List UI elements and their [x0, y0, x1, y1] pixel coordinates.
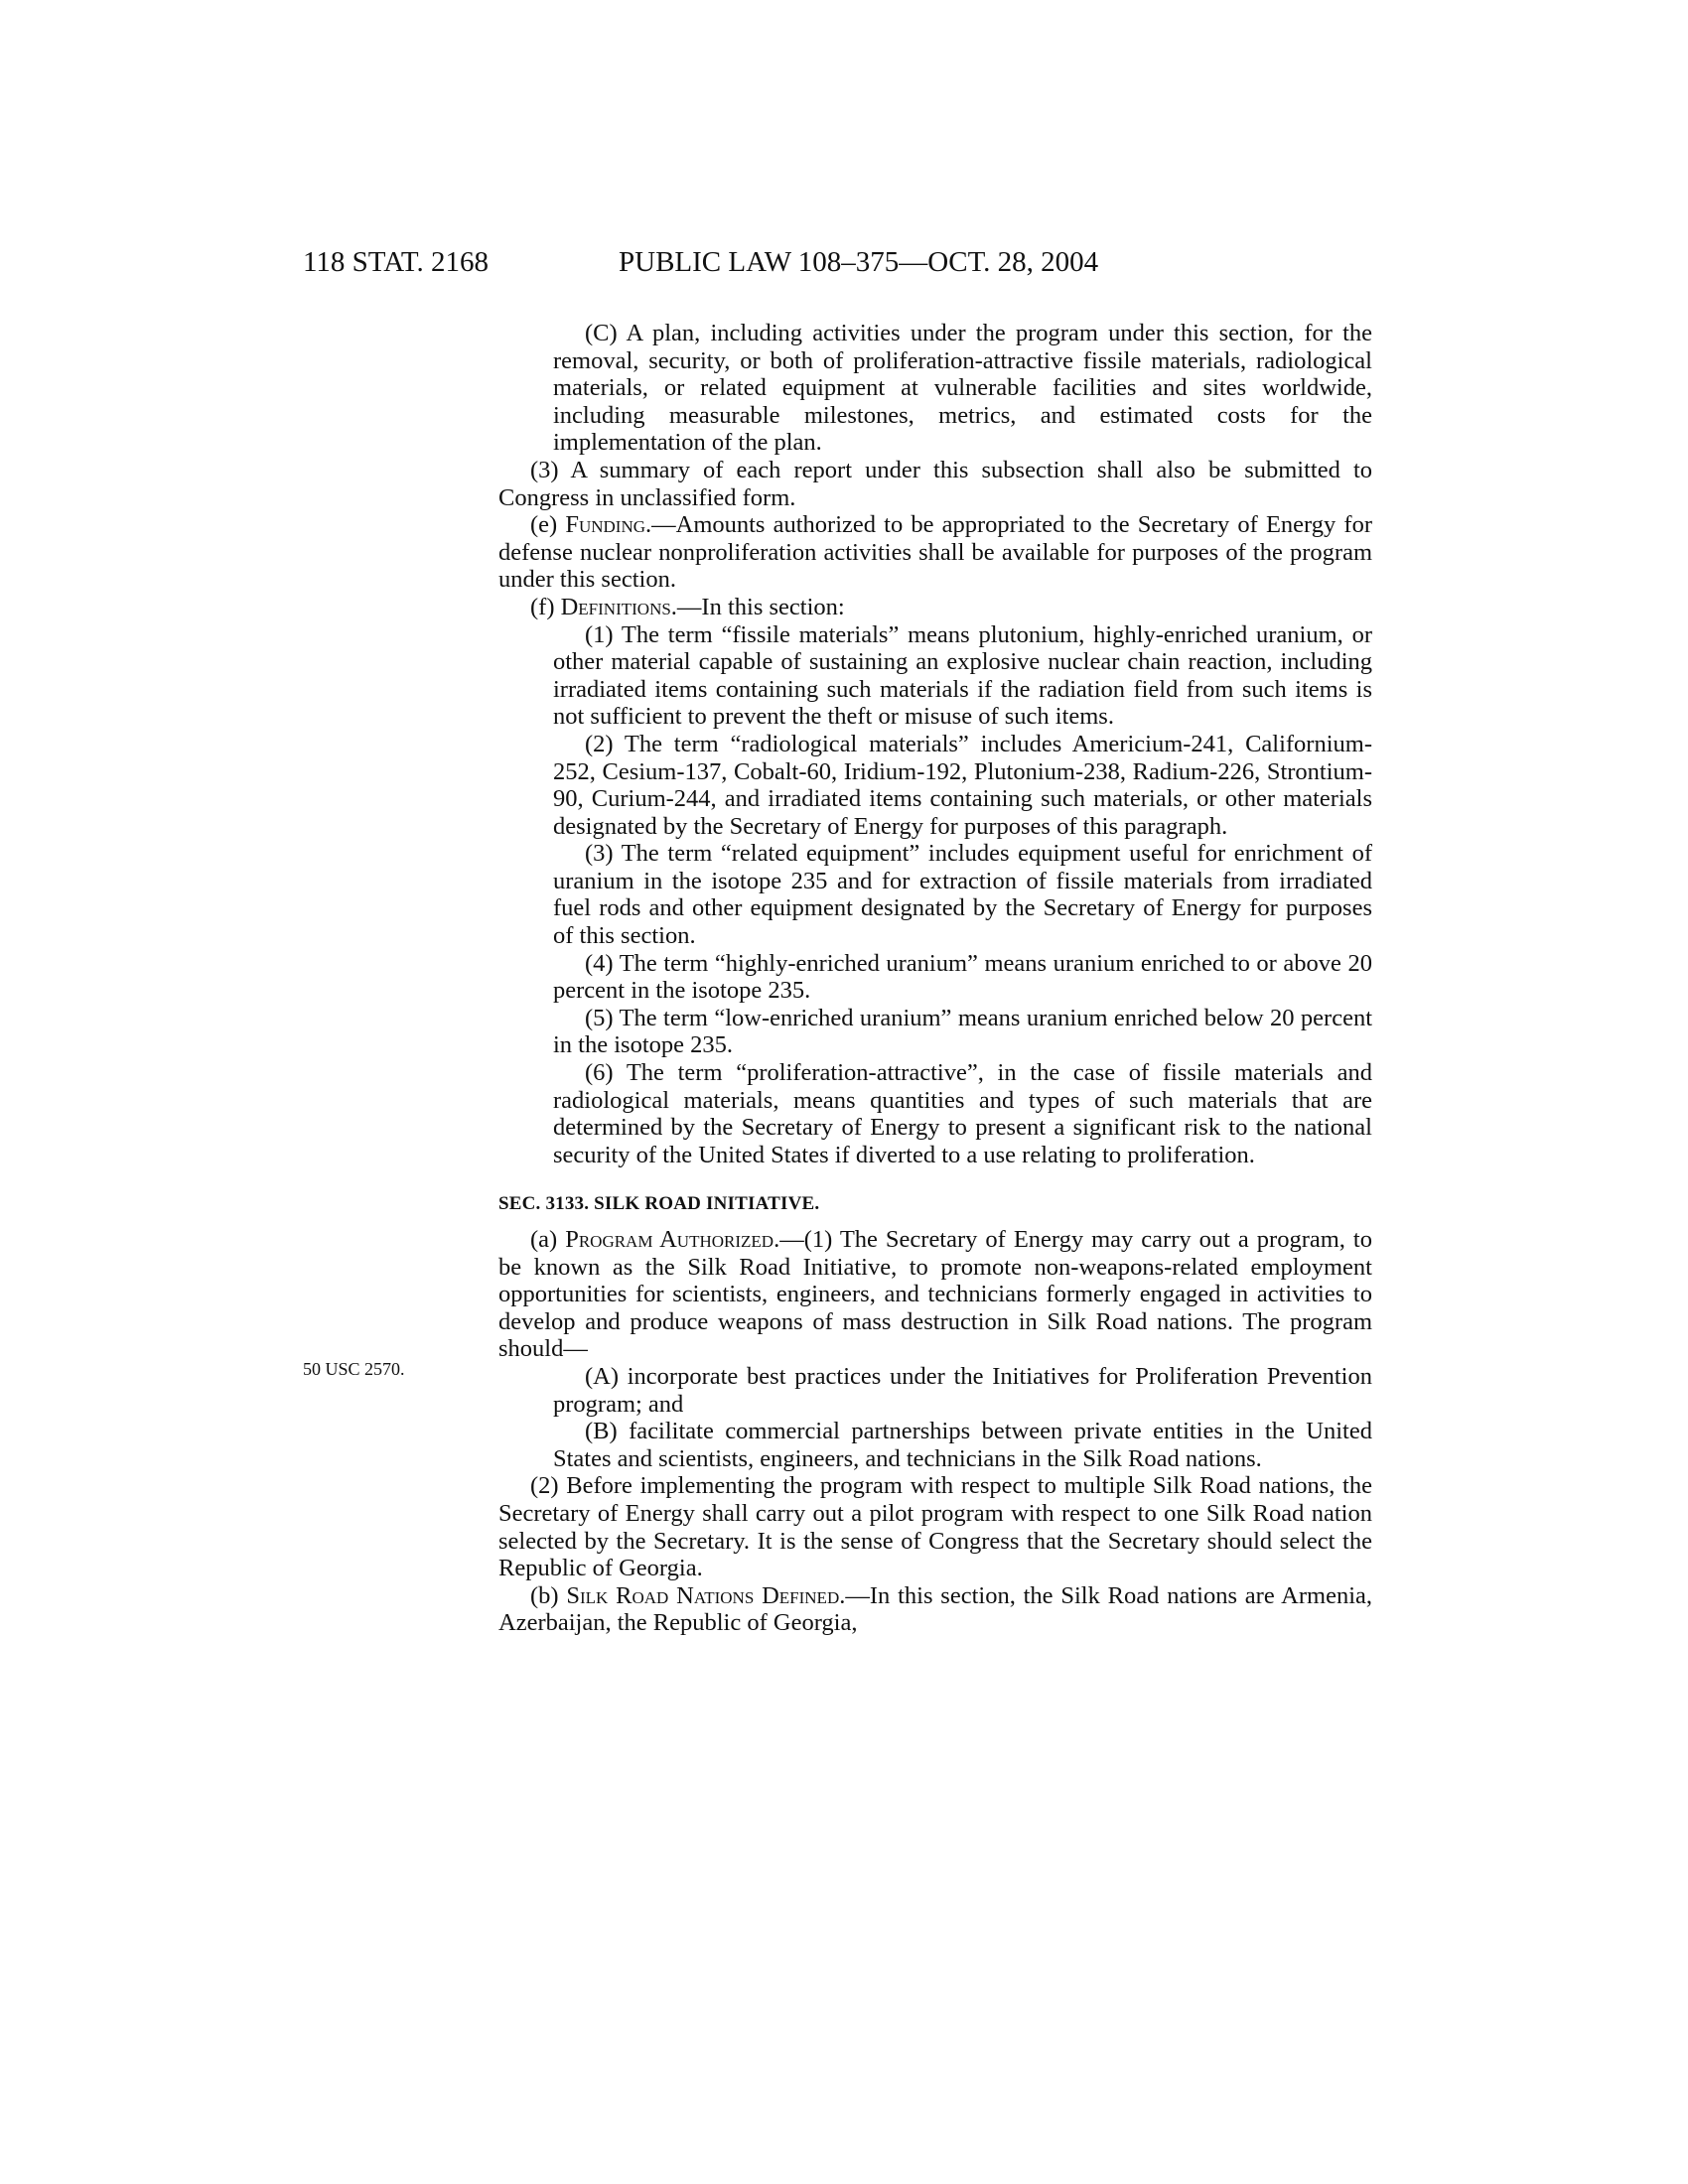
definition-1: (1) The term “fissile materials” means plutonium, highly-enriched uranium, or other material capable of sustaining an explosive nuclear chain reaction, including irradiated items containing such materials if the radiation field from such items is not sufficient to prevent the theft or misuse of such items. [553, 620, 1372, 731]
paragraph-a-2: (2) Before implementing the program with respect to multiple Silk Road nations, the Secretary of Energy shall carry out a pilot program with respect to one Silk Road nation selected by the Secretary. It is the sense of Congress that the Secretary should select the Republic of Georgia. [498, 1472, 1372, 1582]
usc-margin-note: 50 USC 2570. [303, 1359, 405, 1379]
subsection-text: .—Amounts authorized to be appropriated to the Secretary of Energy for defense nuclear nonproliferation activities shall be available for purposes of the program under this section. [498, 511, 1372, 594]
subsection-text: .—In this section, the Silk Road nations are Armenia, Azerbaijan, the Republic of Georgia, [498, 1581, 1373, 1637]
section-heading: SEC. 3133. SILK ROAD INITIATIVE. [498, 1193, 820, 1215]
subsection-heading: Definitions [560, 593, 671, 620]
paragraph-f-definitions [498, 594, 1372, 621]
definition-2: (2) The term “radiological materials” includes Americium-241, Californium-252, Cesium-137, Cobalt-60, Iridium-192, Plutonium-238, Radium-226, Strontium-90, Curium-244, and irradiated items containing such materials, or other materials designated by the Secretary of Energy for purposes of this paragraph. [553, 730, 1372, 840]
subsection-label: (a) [530, 1226, 566, 1253]
subsection-text: .—In this section: [670, 593, 845, 620]
stat-reference: 118 STAT. 2168 [303, 246, 489, 278]
paragraph-a-A: (A) incorporate best practices under the Initiatives for Proliferation Prevention program; and [553, 1362, 1372, 1418]
paragraph-e-funding [498, 511, 1372, 594]
body-text [498, 320, 1372, 1637]
subsection-label: (b) [530, 1581, 567, 1609]
definition-6: (6) The term “proliferation-attractive”, in the case of fissile materials and radiological materials, means quantities and types of such materials that are determined by the Secretary of Energy to present a significant risk to the national security of the United States if diverted to a use relating to proliferation. [553, 1059, 1372, 1168]
subsection-heading: Funding [565, 511, 645, 539]
subsection-heading: Program Authorized [565, 1226, 774, 1253]
subsection-label: (e) [530, 511, 566, 539]
law-title: PUBLIC LAW 108–375—OCT. 28, 2004 [619, 246, 1099, 278]
paragraph-a-program [498, 1226, 1372, 1363]
paragraph-3-summary: (3) A summary of each report under this subsection shall also be submitted to Congress in unclassified form. [498, 456, 1372, 511]
definition-3: (3) The term “related equipment” includes equipment useful for enrichment of uranium in the isotope 235 and for extraction of fissile materials from irradiated fuel rods and other equipment designated by the Secretary of Energy for purposes of this section. [553, 840, 1372, 950]
subsection-text: .—(1) The Secretary of Energy may carry out a program, to be known as the Silk Road Initiative, to promote non-weapons-related employment opportunities for scientists, engineers, and technicians formerly engaged in activities to develop and produce weapons of mass destruction in Silk Road nations. The program should— [498, 1226, 1372, 1363]
definition-4: (4) The term “highly-enriched uranium” means uranium enriched to or above 20 percent in the isotope 235. [553, 949, 1372, 1005]
subsection-heading: Silk Road Nations Defined [566, 1581, 840, 1609]
paragraph-c-plan: (C) A plan, including activities under the program under this section, for the removal, security, or both of proliferation-attractive fissile materials, radiological materials, or related equipment at vulnerable facilities and sites worldwide, including measurable milestones, metrics, and estimated costs for the implementation of the plan. [553, 320, 1372, 457]
paragraph-b-nations [498, 1582, 1372, 1637]
subsection-label: (f) [530, 593, 561, 620]
page-header [303, 246, 1226, 286]
paragraph-a-B: (B) facilitate commercial partnerships between private entities in the United States and scientists, engineers, and technicians in the Silk Road nations. [553, 1418, 1372, 1472]
definition-5: (5) The term “low-enriched uranium” means uranium enriched below 20 percent in the isotope 235. [553, 1004, 1372, 1059]
